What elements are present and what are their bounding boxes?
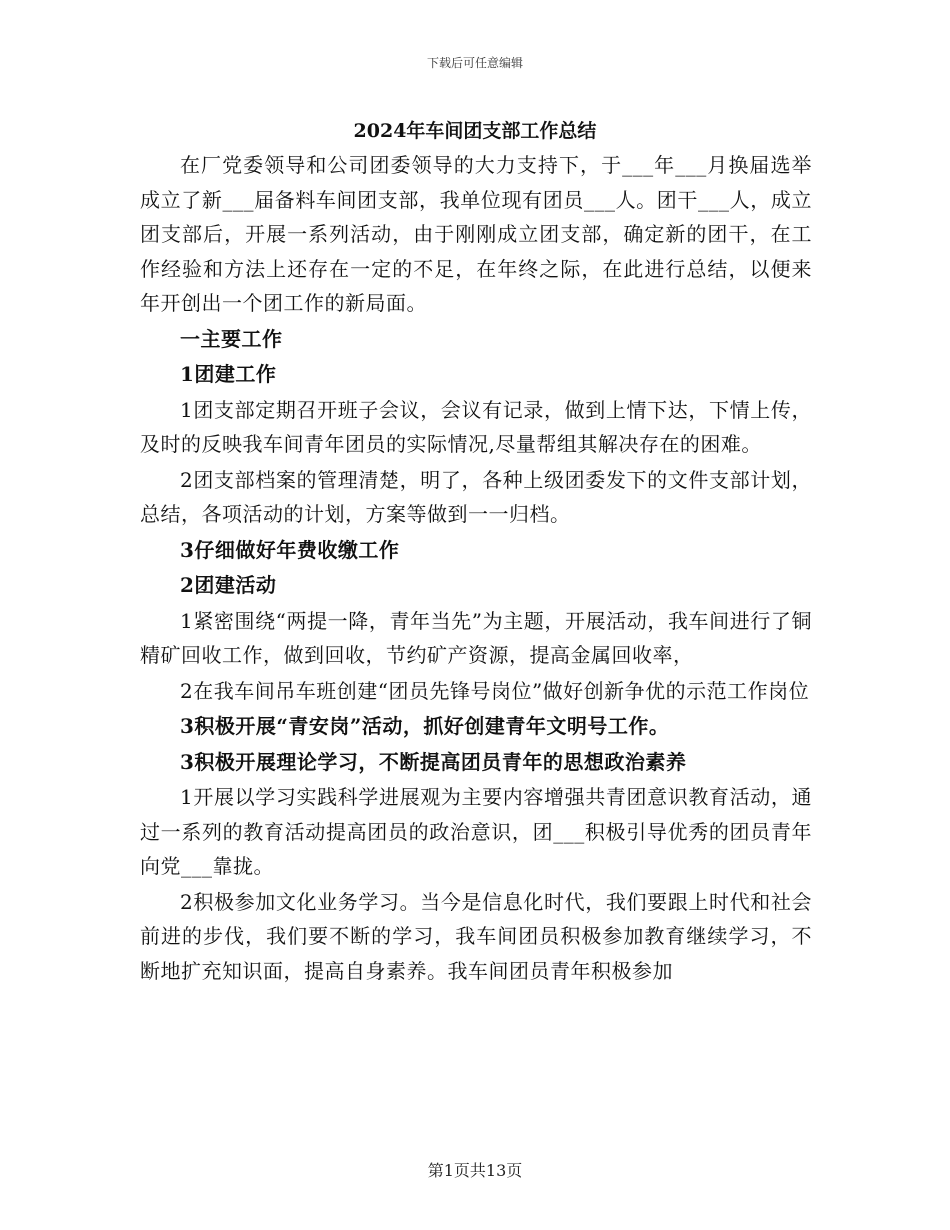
paragraph-culture-study: 2积极参加文化业务学习。当今是信息化时代，我们要跟上时代和社会前进的步伐，我们要不断的学习，我车间团员积极参加教育继续学习，不断地扩充知识面，提高自身素养。我车间团员青年积极参加 <box>140 889 812 983</box>
document-body <box>140 148 812 989</box>
item-heading-theory-study: 3积极开展理论学习，不断提高团员青年的思想政治素养 <box>180 749 687 774</box>
subsection-heading-team-building: 1团建工作 <box>180 362 277 386</box>
header-note: 下载后可任意编辑 <box>426 56 523 70</box>
subsection-heading-activities: 2团建活动 <box>180 573 277 597</box>
paragraph-archives: 2团支部档案的管理清楚，明了，各种上级团委发下的文件支部计划，总结，各项活动的计划，方案等做到一一归档。 <box>140 467 812 526</box>
item-heading-safety-post: 3积极开展“青安岗”活动，抓好创建青年文明号工作。 <box>180 714 670 738</box>
paragraph-intro: 在厂党委领导和公司团委领导的大力支持下，于___年___月换届选举成立了新___届备料车间团支部，我单位现有团员___人。团干___人，成立团支部后，开展一系列活动，由于刚刚成立团支部，确定新的团干，在工作经验和方法上还存在一定的不足，在年终之际，在此进行总结，以便来年开创出一个团工作的新局面。 <box>140 153 812 315</box>
paragraph-pioneer-post: 2在我车间吊车班创建“团员先锋号岗位”做好创新争优的示范工作岗位 <box>180 678 810 703</box>
item-heading-fee-collection: 3仔细做好年费收缴工作 <box>180 537 400 562</box>
paragraph-meetings: 1团支部定期召开班子会议，会议有记录，做到上情下达，下情上传，及时的反映我车间青年团员的实际情况,尽量帮组其解决存在的困难。 <box>140 397 812 456</box>
section-heading-main-work: 一主要工作 <box>180 326 283 351</box>
page-footer: 第1页共13页 <box>427 1161 523 1180</box>
document-title: 2024年车间团支部工作总结 <box>353 120 597 142</box>
paragraph-theme-activity: 1紧密围绕“两提一降，青年当先”为主题，开展活动，我车间进行了铜精矿回收工作，做到回收，节约矿产资源，提高金属回收率， <box>140 608 812 667</box>
paragraph-education: 1开展以学习实践科学进展观为主要内容增强共青团意识教育活动，通过一系列的教育活动提高团员的政治意识，团___积极引导优秀的团员青年向党___靠拢。 <box>140 785 812 878</box>
